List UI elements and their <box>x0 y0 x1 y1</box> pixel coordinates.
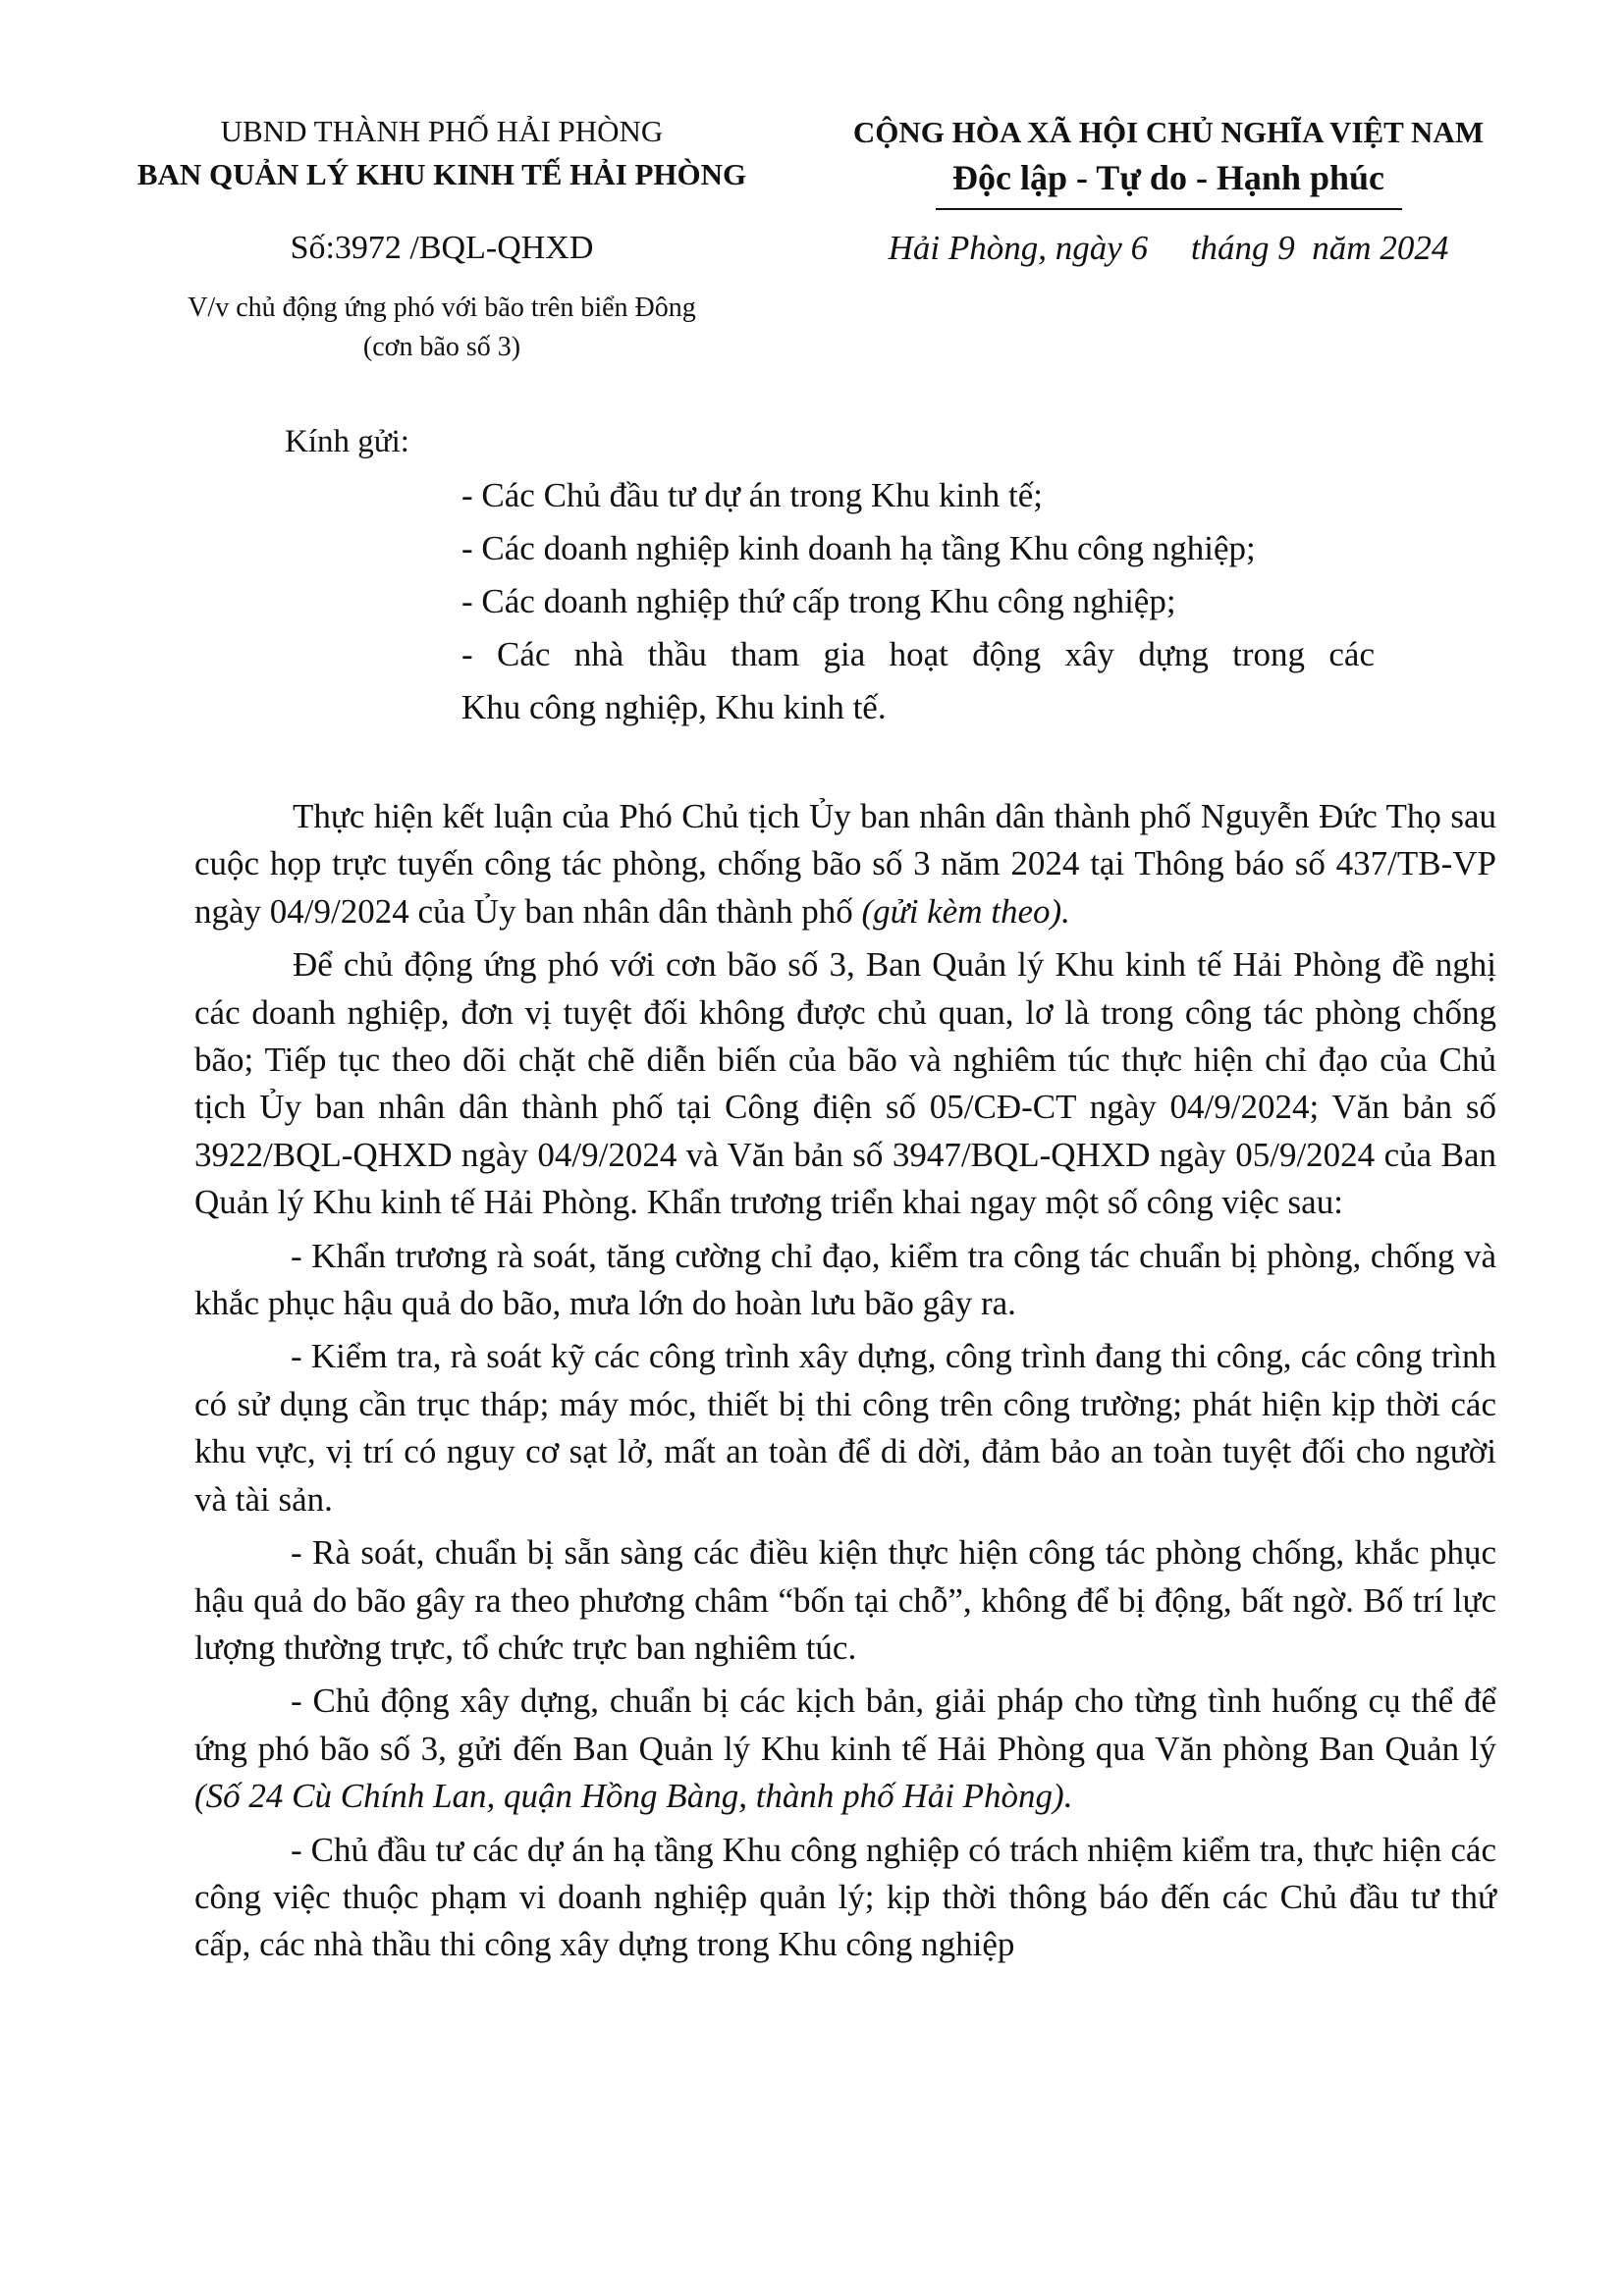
recipient-item: - Các nhà thầu tham gia hoạt động xây dựng trong các <box>461 635 1375 673</box>
body-paragraph: Để chủ động ứng phó với cơn bão số 3, Ban Quản lý Khu kinh tế Hải Phòng đề nghị các doanh nghiệp, đơn vị tuyệt đối không được chủ quan, lơ là trong công tác phòng chống bão; Tiếp tục theo dõi chặt chẽ diễn biến của bão và nghiêm túc thực hiện chỉ đạo của Chủ tịch Ủy ban nhân dân thành phố tại Công điện số 05/CĐ-CT ngày 04/9/2024; Văn bản số 3922/BQL-QHXD ngày 04/9/2024 và Văn bản số 3947/BQL-QHXD ngày 05/9/2024 của Ban Quản lý Khu kinh tế Hải Phòng. Khẩn trương triển khai ngay một số công việc sau: <box>194 945 1496 1222</box>
task-item: - Chủ đầu tư các dự án hạ tầng Khu công nghiệp có trách nhiệm kiểm tra, thực hiện các công việc thuộc phạm vi doanh nghiệp quản lý; kịp thời thông báo đến các Chủ đầu tư thứ cấp, các nhà thầu thi công xây dựng trong Khu công nghiệp <box>194 1830 1496 1964</box>
nation-name: CỘNG HÒA XÃ HỘI CHỦ NGHĨA VIỆT NAM <box>852 115 1485 149</box>
recipient-item: - Các doanh nghiệp kinh doanh hạ tầng Khu công nghiệp; <box>461 529 1256 567</box>
recipient-list <box>461 469 1375 734</box>
task-item: - Khẩn trương rà soát, tăng cường chỉ đạo, kiểm tra công tác chuẩn bị phòng, chống và khắc phục hậu quả do bão, mưa lớn do hoàn lưu bão gây ra. <box>194 1236 1496 1323</box>
recipient-item: - Các doanh nghiệp thứ cấp trong Khu công nghiệp; <box>461 582 1176 620</box>
recipient-item-continuation: Khu công nghiệp, Khu kinh tế. <box>461 688 887 726</box>
subject-line-2: (cơn bão số 3) <box>362 332 521 362</box>
subject-line-1: V/v chủ động ứng phó với bão trên biển Đông <box>188 293 696 323</box>
task-item <box>194 1678 1496 1820</box>
national-heading <box>815 110 1522 210</box>
body-paragraph-italic: (gửi kèm theo). <box>861 891 1070 931</box>
task-item-text: - Chủ động xây dựng, chuẩn bị các kịch bản, giải pháp cho từng tình huống cụ thể để ứng phó bão số 3, gửi đến Ban Quản lý Khu kinh tế Hải Phòng qua Văn phòng Ban Quản lý <box>194 1682 1496 1768</box>
issuing-authority <box>108 110 776 196</box>
document-subject <box>108 289 776 367</box>
recipient-item: - Các Chủ đầu tư dự án trong Khu kinh tế; <box>461 476 1044 514</box>
issuing-agency-name: BAN QUẢN LÝ KHU KINH TẾ HẢI PHÒNG <box>136 157 747 191</box>
task-item: - Kiểm tra, rà soát kỹ các công trình xây dựng, công trình đang thi công, các công trình có sử dụng cần trục tháp; máy móc, thiết bị thi công trên công trường; phát hiện kịp thời các khu vực, vị trí có nguy cơ sạt lở, mất an toàn để di dời, đảm bảo an toàn tuyệt đối cho người và tài sản. <box>194 1337 1496 1519</box>
body-paragraph <box>194 793 1496 935</box>
place-and-date: Hải Phòng, ngày 6 tháng 9 năm 2024 <box>888 229 1449 267</box>
body-paragraph-text: Thực hiện kết luận của Phó Chủ tịch Ủy ban nhân dân thành phố Nguyễn Đức Thọ sau cuộc họp trực tuyến công tác phòng, chống bão số 3 năm 2024 tại Thông báo số 437/TB-VP ngày 04/9/2024 của Ủy ban nhân dân thành phố <box>194 797 1496 931</box>
document-number: Số:3972 /BQL-QHXD <box>290 230 594 266</box>
parent-authority-name: UBND THÀNH PHỐ HẢI PHÒNG <box>220 114 664 148</box>
salutation: Kính gửi: <box>285 424 409 459</box>
document-body <box>194 793 1496 1975</box>
task-item: - Rà soát, chuẩn bị sẵn sàng các điều kiện thực hiện công tác phòng chống, khắc phục hậu quả do bão gây ra theo phương châm “bốn tại chỗ”, không để bị động, bất ngờ. Bố trí lực lượng thường trực, tổ chức trực ban nghiêm túc. <box>194 1533 1496 1667</box>
national-motto: Độc lập - Tự do - Hạnh phúc <box>951 158 1385 197</box>
motto-underline <box>936 208 1402 210</box>
task-item-italic: (Số 24 Cù Chính Lan, quận Hồng Bàng, thành phố Hải Phòng). <box>194 1777 1073 1816</box>
